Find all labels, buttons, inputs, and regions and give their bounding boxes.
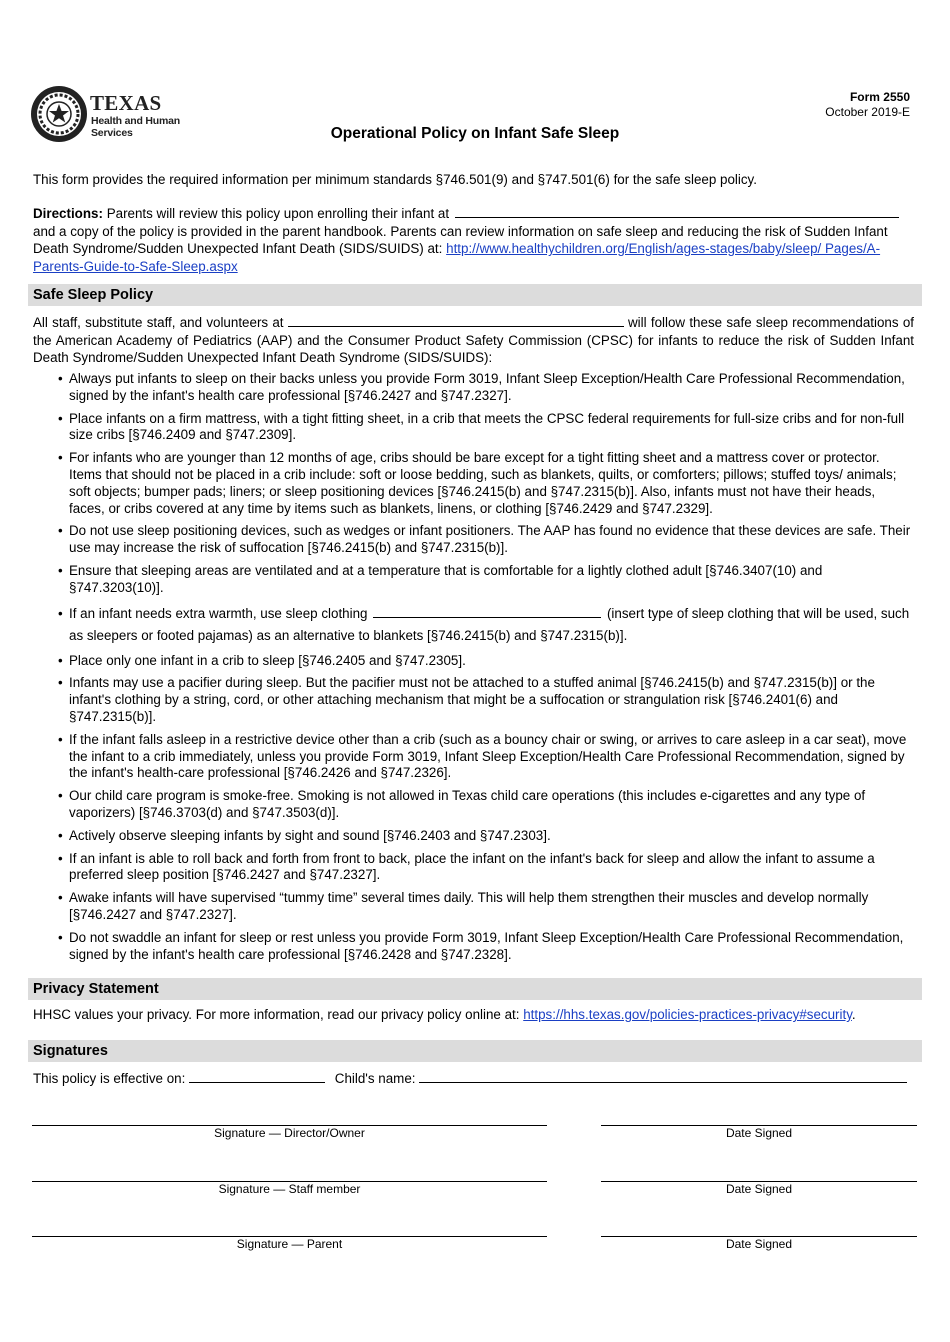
list-item: • Always put infants to sleep on their backs unless you provide Form 3019, Infant Sleep Exception/Health Care Professional Recommendation, signed by the infant's health care professional [§746.2427 and §747.2327]. (58, 371, 914, 405)
effective-date-label: This policy is effective on: (33, 1071, 186, 1086)
directions-label: Directions: (33, 206, 103, 221)
list-item: • For infants who are younger than 12 months of age, cribs should be bare except for a tight fitting sheet and a mattress cover or protector. Items that should not be placed in a crib include: soft or loose bedding, such as blankets, quilts, or comforters; pillows; stuffed toys/ animals; soft objects; bumper pads; liners; or sleep positioning devices [§746.2415(b) and §747.2315(b)]. Also, infants must not have their heads, faces, or cribs covered at any time by items such as blankets, linens, or clothing [§746.2429 and §747.2329]. (58, 450, 914, 517)
safe-sleep-policy-heading: Safe Sleep Policy (28, 284, 922, 306)
parent-signature-label: Signature — Parent (236, 1237, 343, 1251)
logo-subtitle-line-2: Services (91, 127, 133, 139)
logo-subtitle-line-1: Health and Human (91, 115, 180, 127)
list-item: • If an infant is able to roll back and forth from front to back, place the infant on the infant's back for sleep and allow the infant to assume a preferred sleep position [§746.2427 and §747.2327]. (58, 851, 914, 885)
privacy-paragraph (33, 1006, 914, 1024)
page-title: Operational Policy on Infant Safe Sleep (330, 125, 620, 142)
logo-wordmark: TEXAS (90, 91, 162, 115)
staff-date-label: Date Signed (725, 1182, 793, 1196)
list-item: • Actively observe sleeping infants by sight and sound [§746.2403 and §747.2303]. (58, 828, 914, 845)
warmth-text-1: If an infant needs extra warmth, use sleep clothing (69, 605, 368, 621)
privacy-statement-heading: Privacy Statement (28, 978, 922, 1000)
form-number-block (825, 90, 910, 120)
list-item: • Place only one infant in a crib to sleep [§746.2405 and §747.2305]. (58, 653, 914, 670)
directions-text-1: Parents will review this policy upon enrolling their infant at (106, 206, 450, 221)
safe-sleep-lead-2: will follow these safe sleep recommendations of the American Academy of Pediatrics (AAP) and the Consumer Product Safety Commission (CPSC) for infants to reduce the risk of Sudden Infant Death Syndrome/Sudden Unexpected Infant Death Syndrome (SIDS/SUIDS): (33, 315, 914, 365)
form-date: October 2019-E (825, 105, 910, 119)
effective-row (33, 1068, 914, 1088)
list-item: • Our child care program is smoke-free. Smoking is not allowed in Texas child care operations (this includes e-cigarettes and any type of vaporizers) [§746.3703(d) and §747.3503(d)]. (58, 788, 914, 822)
list-item: • Awake infants will have supervised “tummy time” several times daily. This will help them strengthen their muscles and develop normally [§746.2427 and §747.2327]. (58, 890, 914, 924)
list-item: • If the infant falls asleep in a restrictive device other than a crib (such as a bouncy chair or swing, or arrives to care asleep in a car seat), move the infant to a crib immediately, unless you provide Form 3019, Infant Sleep Exception/Health Care Professional Recommendation, signed by the infant's health-care professional [§746.2426 and §747.2326]. (58, 732, 914, 782)
child-name-label: Child's name: (334, 1071, 416, 1086)
list-item: • Do not use sleep positioning devices, such as wedges or infant positioners. The AAP has found no evidence that these devices are safe. Their use may increase the risk of suffocation [§746.2415(b) and §747.2315(b)]. (58, 523, 914, 557)
form-number: Form 2550 (849, 90, 910, 104)
sleep-clothing-field[interactable] (373, 603, 601, 618)
parent-date-label: Date Signed (725, 1237, 793, 1251)
directions-paragraph (33, 203, 914, 275)
privacy-policy-link[interactable]: https://hhs.texas.gov/policies-practices-privacy#security (523, 1007, 852, 1022)
list-item (58, 603, 914, 647)
directions-text-2: and a copy of the policy is provided in the parent handbook. Parents can review information on safe sleep and reducing the risk of Sudden Infant Death Syndrome/Sudden Unexpected Infant Death (SIDS/SUIDS) at: (33, 223, 888, 256)
privacy-text: HHSC values your privacy. For more information, read our privacy policy online at: (33, 1007, 520, 1022)
warmth-text-2: (insert type of sleep clothing that will be used, (606, 605, 878, 621)
child-name-field[interactable] (419, 1068, 907, 1083)
list-item: • Ensure that sleeping areas are ventilated and at a temperature that is comfortable for a lightly clothed adult [§746.3407(10) and §747.3203(10)]. (58, 563, 914, 597)
safe-sleep-guide-link[interactable]: http://www.healthychildren.org/English/ages-stages/baby/sleep/ Pages/A-Parents-Guide-to-Safe-Sleep.aspx (33, 241, 881, 274)
safe-sleep-lead-paragraph (33, 312, 914, 367)
staff-signature-label: Signature — Staff member (218, 1182, 361, 1196)
list-item: • Do not swaddle an infant for sleep or rest unless you provide Form 3019, Infant Sleep Exception/Health Care Professional Recommendation, signed by the infant's health care professional [§746.2428 and §747.2328]. (58, 930, 914, 964)
list-item: • Infants may use a pacifier during sleep. But the pacifier must not be attached to a stuffed animal [§746.2415(b) and §747.2315(b)] or the infant's clothing by a string, cord, or other attaching mechanism that might be a suffocation or strangulation risk [§746.2401(6) and §747.2315(b)]. (58, 675, 914, 725)
privacy-period: . (851, 1007, 856, 1022)
safe-sleep-lead-1: All staff, substitute staff, and volunteers at (33, 315, 284, 330)
operation-name-field[interactable] (288, 312, 624, 327)
effective-date-field[interactable] (189, 1068, 325, 1083)
warmth-text-3: such as sleepers or footed pajamas) as an alternative to blankets [§746.2415(b) and §747.2315(b)]. (69, 605, 910, 643)
intro-text: This form provides the required information per minimum standards §746.501(9) and §747.501(6) for the safe sleep policy. (33, 172, 757, 187)
facility-name-field[interactable] (455, 203, 899, 218)
director-signature-label: Signature — Director/Owner (214, 1126, 365, 1140)
signatures-heading: Signatures (28, 1040, 922, 1062)
director-date-label: Date Signed (725, 1126, 793, 1140)
list-item: • Place infants on a firm mattress, with a tight fitting sheet, in a crib that meets the CPSC federal requirements for full-size cribs and for non-full size cribs [§746.2409 and §747.2309]. (58, 411, 914, 445)
safe-sleep-bullet-list (58, 371, 914, 969)
